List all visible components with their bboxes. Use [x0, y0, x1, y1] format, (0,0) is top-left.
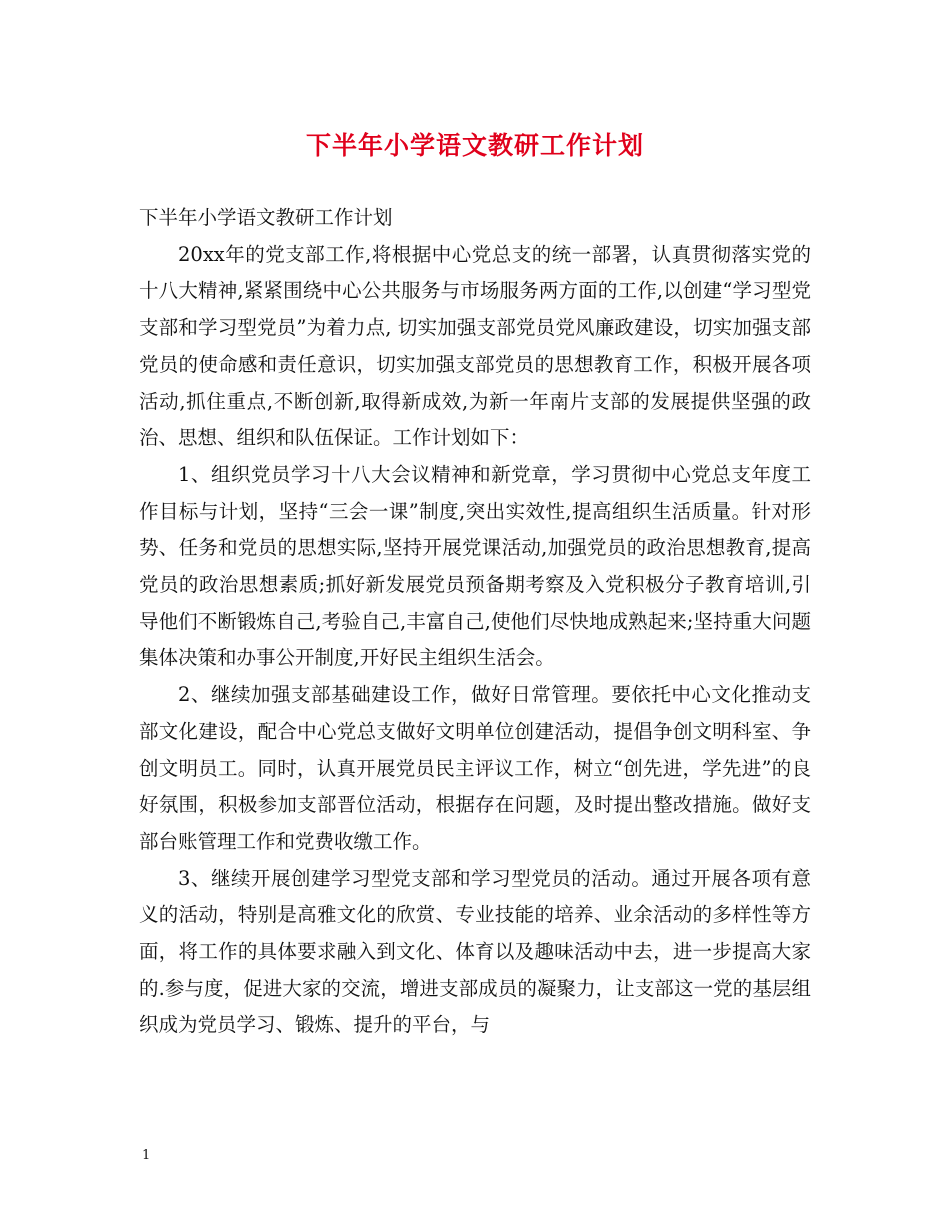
paragraph-item-3: 3、继续开展创建学习型党支部和学习型党员的活动。通过开展各项有意义的活动，特别是高雅文化的欣赏、专业技能的培养、业余活动的多样性等方面，将工作的具体要求融入到文化、体育以及趣味活动中去，进一步提高大家的.参与度，促进大家的交流，增进支部成员的凝聚力，让支部这一党的基层组织成为党员学习、锻炼、提升的平台，与 — [139, 866, 811, 1037]
page-number: 1 — [142, 1148, 151, 1163]
body-heading-line: 下半年小学语文教研工作计划 — [139, 206, 393, 229]
document-body — [139, 200, 811, 1044]
paragraph-intro: 20xx年的党支部工作,将根据中心党总支的统一部署，认真贯彻落实党的十八大精神,紧紧围绕中心公共服务与市场服务两方面的工作,以创建“学习型党支部和学习型党员”为着力点, 切实加强支部党员党风廉政建设，切实加强支部党员的使命感和责任意识，切实加强支部党员的思想教育工作，积极开展各项活动,抓住重点,不断创新,取得新成效,为新一年南片支部的发展提供坚强的政治、思想、组织和队伍保证。工作计划如下： — [139, 242, 811, 450]
paragraph-item-1: 1、组织党员学习十八大会议精神和新党章，学习贯彻中心党总支年度工作目标与计划，坚持“三会一课”制度,突出实效性,提高组织生活质量。针对形势、任务和党员的思想实际,坚持开展党课活动,加强党员的政治思想教育,提高党员的政治思想素质;抓好新发展党员预备期考察及入党积极分子教育培训,引导他们不断锻炼自己,考验自己,丰富自己,使他们尽快地成熟起来;坚持重大问题集体决策和办事公开制度,开好民主组织生活会。 — [139, 462, 811, 670]
paragraph-item-2: 2、继续加强支部基础建设工作，做好日常管理。要依托中心文化推动支部文化建设，配合中心党总支做好文明单位创建活动，提倡争创文明科室、争创文明员工。同时，认真开展党员民主评议工作，树立“创先进，学先进”的良好氛围，积极参加支部晋位活动，根据存在问题，及时提出整改措施。做好支部台账管理工作和党费收缴工作。 — [139, 683, 811, 853]
document-title: 下半年小学语文教研工作计划 — [305, 131, 644, 160]
